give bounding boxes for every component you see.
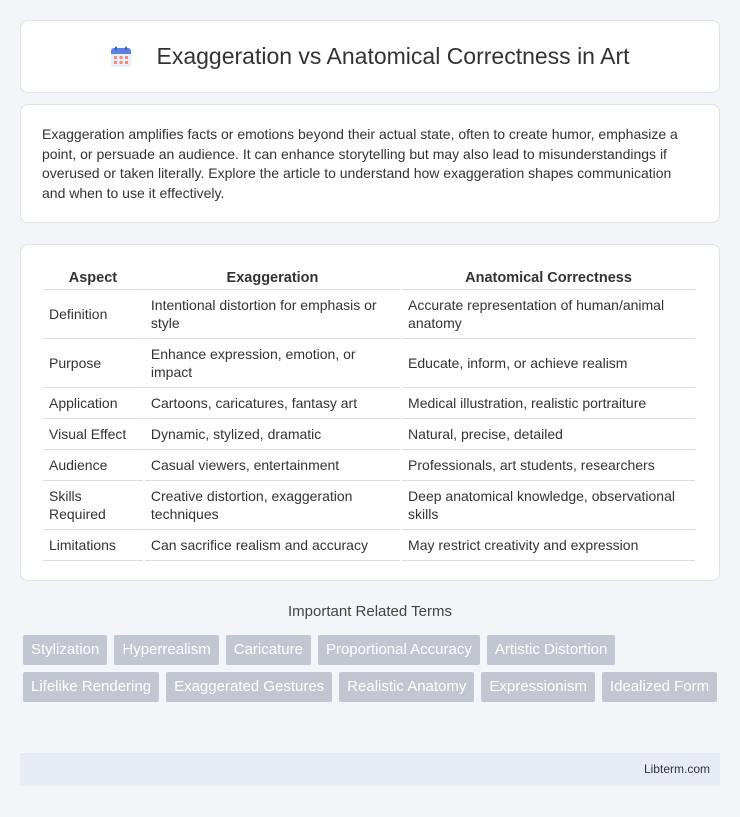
table-row [43,450,695,481]
footer [20,753,720,786]
term-tag[interactable]: Expressionism [481,672,595,702]
footer-site-link[interactable]: Libterm.com [643,762,710,776]
table-row [43,388,695,419]
cell-anatomical: Deep anatomical knowledge, observational skills [402,481,695,530]
cell-exaggeration: Can sacrifice realism and accuracy [145,530,400,561]
comparison-card [20,244,720,581]
cell-exaggeration: Intentional distortion for emphasis or style [145,290,400,339]
cell-exaggeration: Enhance expression, emotion, or impact [145,339,400,388]
term-tag[interactable]: Realistic Anatomy [339,672,474,702]
term-tag[interactable]: Caricature [226,635,311,665]
comparison-table [41,265,697,561]
cell-aspect: Limitations [43,530,143,561]
related-terms-heading: Important Related Terms [288,603,452,620]
cell-anatomical: Medical illustration, realistic portraiture [402,388,695,419]
related-terms-list [23,635,723,702]
term-tag[interactable]: Proportional Accuracy [318,635,480,665]
term-tag[interactable]: Hyperrealism [114,635,218,665]
cell-anatomical: Professionals, art students, researchers [402,450,695,481]
cell-aspect: Purpose [43,339,143,388]
table-row [43,481,695,530]
intro-card [20,104,720,223]
term-tag[interactable]: Lifelike Rendering [23,672,159,702]
cell-aspect: Visual Effect [43,419,143,450]
intro-paragraph: Exaggeration amplifies facts or emotions beyond their actual state, often to create humor, emphasize a point, or persuade an audience. It can enhance storytelling but may also lead to misunderstandings if overused or taken literally. Explore the article to understand how exaggeration shapes communication and when to use it effectively. [42,126,678,201]
cell-anatomical: May restrict creativity and expression [402,530,695,561]
table-header-row [43,265,695,290]
term-tag[interactable]: Idealized Form [602,672,717,702]
term-tag[interactable]: Exaggerated Gestures [166,672,332,702]
cell-exaggeration: Dynamic, stylized, dramatic [145,419,400,450]
cell-anatomical: Natural, precise, detailed [402,419,695,450]
table-row [43,419,695,450]
header-aspect: Aspect [43,265,143,290]
cell-exaggeration: Creative distortion, exaggeration techniques [145,481,400,530]
cell-exaggeration: Cartoons, caricatures, fantasy art [145,388,400,419]
cell-anatomical: Educate, inform, or achieve realism [402,339,695,388]
cell-aspect: Audience [43,450,143,481]
table-row [43,290,695,339]
header-anatomical-correctness: Anatomical Correctness [402,265,695,290]
cell-exaggeration: Casual viewers, entertainment [145,450,400,481]
page-title: Exaggeration vs Anatomical Correctness in Art [156,43,630,69]
term-tag[interactable]: Stylization [23,635,107,665]
cell-aspect: Definition [43,290,143,339]
table-row [43,530,695,561]
calendar-grid-icon [110,46,132,68]
title-card [20,20,720,93]
cell-aspect: Skills Required [43,481,143,530]
cell-anatomical: Accurate representation of human/animal anatomy [402,290,695,339]
header-exaggeration: Exaggeration [145,265,400,290]
table-row [43,339,695,388]
term-tag[interactable]: Artistic Distortion [487,635,616,665]
cell-aspect: Application [43,388,143,419]
